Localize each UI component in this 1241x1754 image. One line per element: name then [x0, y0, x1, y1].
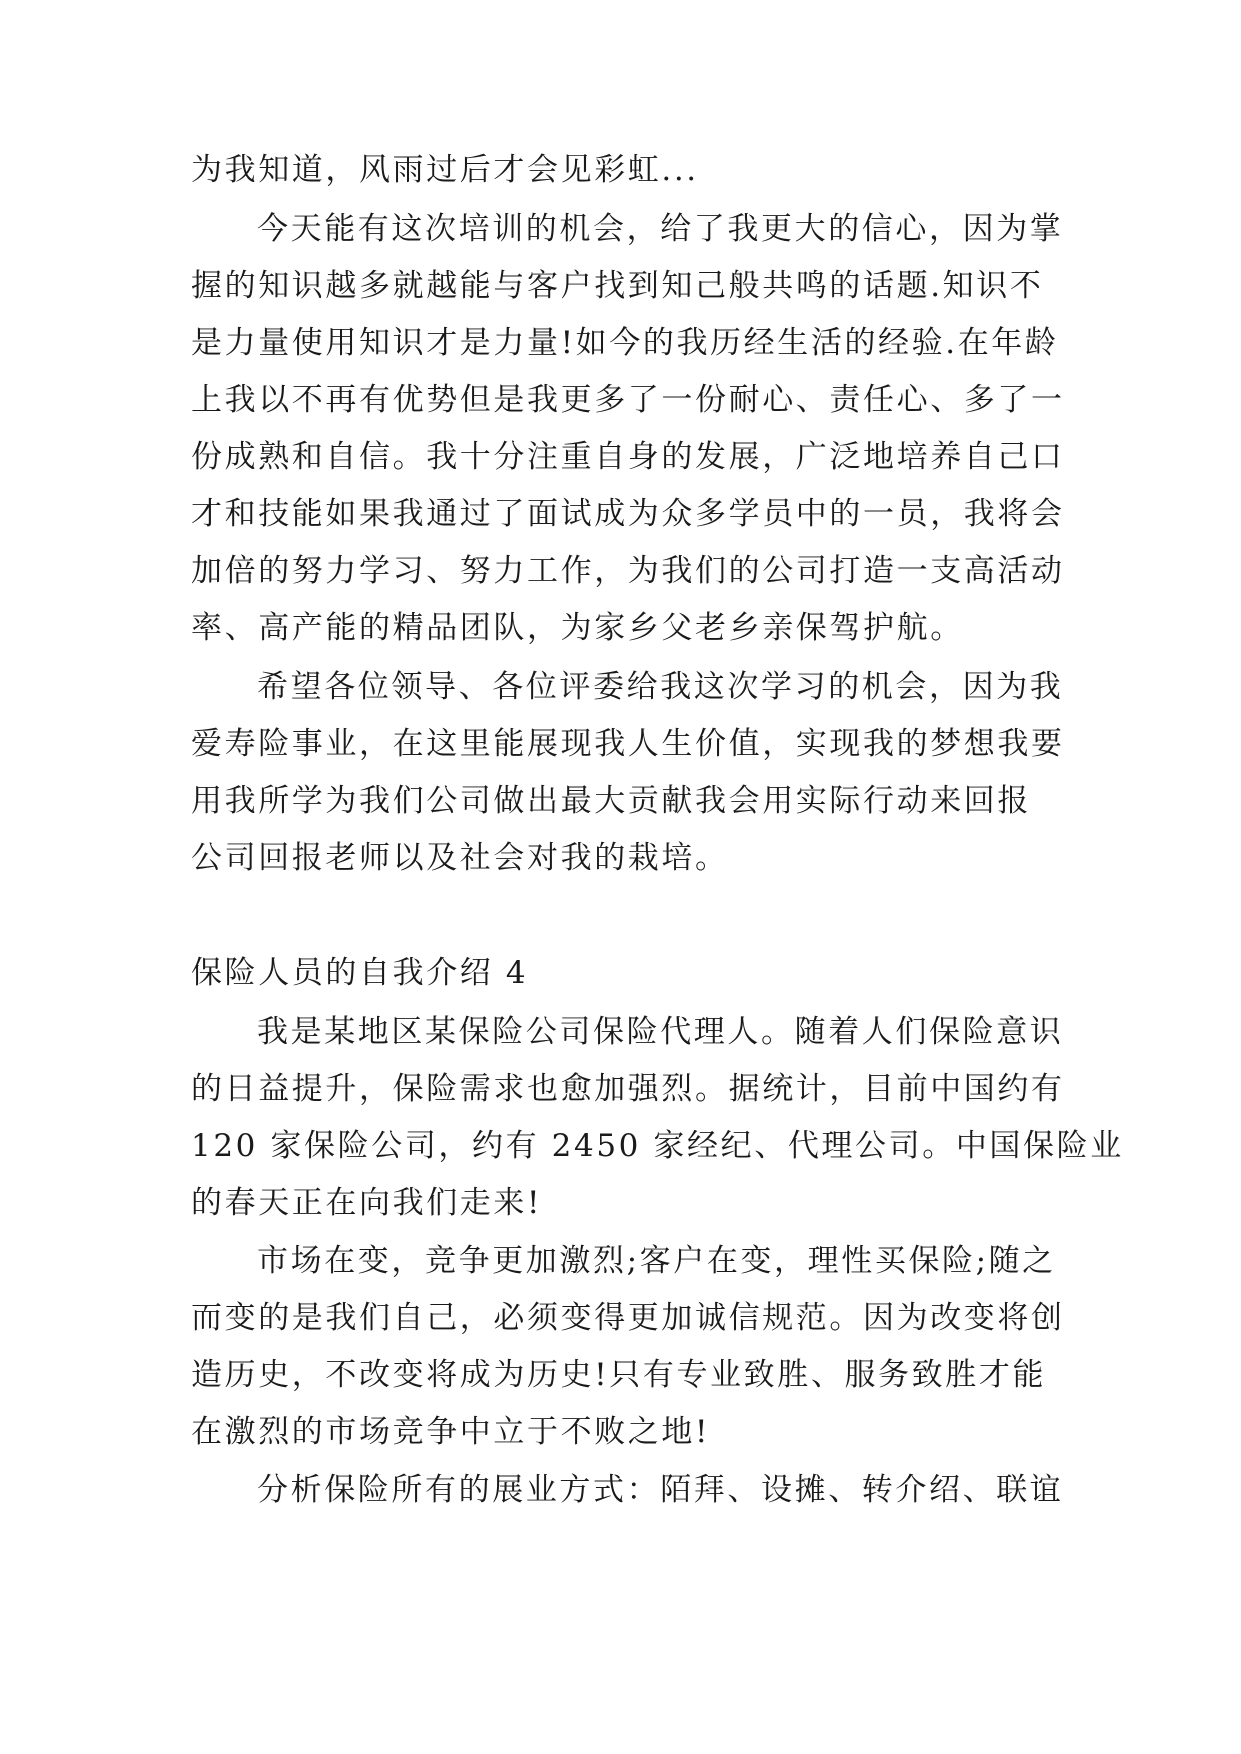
paragraph-first-line: 市场在变，竞争更加激烈;客户在变，理性买保险;随之 [257, 1243, 1056, 1279]
text-line: 公司回报老师以及社会对我的栽培。 [191, 840, 729, 876]
paragraph-first-line: 今天能有这次培训的机会，给了我更大的信心，因为掌 [257, 211, 1064, 247]
text-line: 加倍的努力学习、努力工作，为我们的公司打造一支高活动 [191, 553, 1065, 589]
text-line: 的日益提升，保险需求也愈加强烈。据统计，目前中国约有 [191, 1071, 1065, 1107]
paragraph-first-line: 希望各位领导、各位评委给我这次学习的机会，因为我 [257, 669, 1064, 705]
text-line: 握的知识越多就越能与客户找到知己般共鸣的话题.知识不 [191, 268, 1044, 304]
text-line: 为我知道，风雨过后才会见彩虹... [191, 152, 699, 188]
text-line: 造历史，不改变将成为历史!只有专业致胜、服务致胜才能 [191, 1357, 1047, 1393]
text-line: 是力量使用知识才是力量!如今的我历经生活的经验.在年龄 [191, 325, 1059, 361]
text-line: 上我以不再有优势但是我更多了一份耐心、责任心、多了一 [191, 382, 1065, 418]
text-line: 用我所学为我们公司做出最大贡献我会用实际行动来回报 [191, 783, 1031, 819]
text-line: 才和技能如果我通过了面试成为众多学员中的一员，我将会 [191, 496, 1065, 532]
paragraph-first-line: 分析保险所有的展业方式：陌拜、设摊、转介绍、联谊 [257, 1472, 1064, 1508]
text-line: 爱寿险事业，在这里能展现我人生价值，实现我的梦想我要 [191, 726, 1065, 762]
text-line: 在激烈的市场竞争中立于不败之地! [191, 1414, 711, 1450]
text-line: 份成熟和自信。我十分注重自身的发展，广泛地培养自己口 [191, 439, 1065, 475]
text-line: 而变的是我们自己，必须变得更加诚信规范。因为改变将创 [191, 1300, 1065, 1336]
text-line: 的春天正在向我们走来! [191, 1185, 543, 1221]
paragraph-first-line: 我是某地区某保险公司保险代理人。随着人们保险意识 [257, 1014, 1064, 1050]
text-line: 率、高产能的精品团队，为家乡父老乡亲保驾护航。 [191, 610, 964, 646]
section-heading: 保险人员的自我介绍 4 [191, 955, 529, 991]
text-line: 120 家保险公司，约有 2450 家经纪、代理公司。中国保险业 [191, 1128, 1124, 1164]
